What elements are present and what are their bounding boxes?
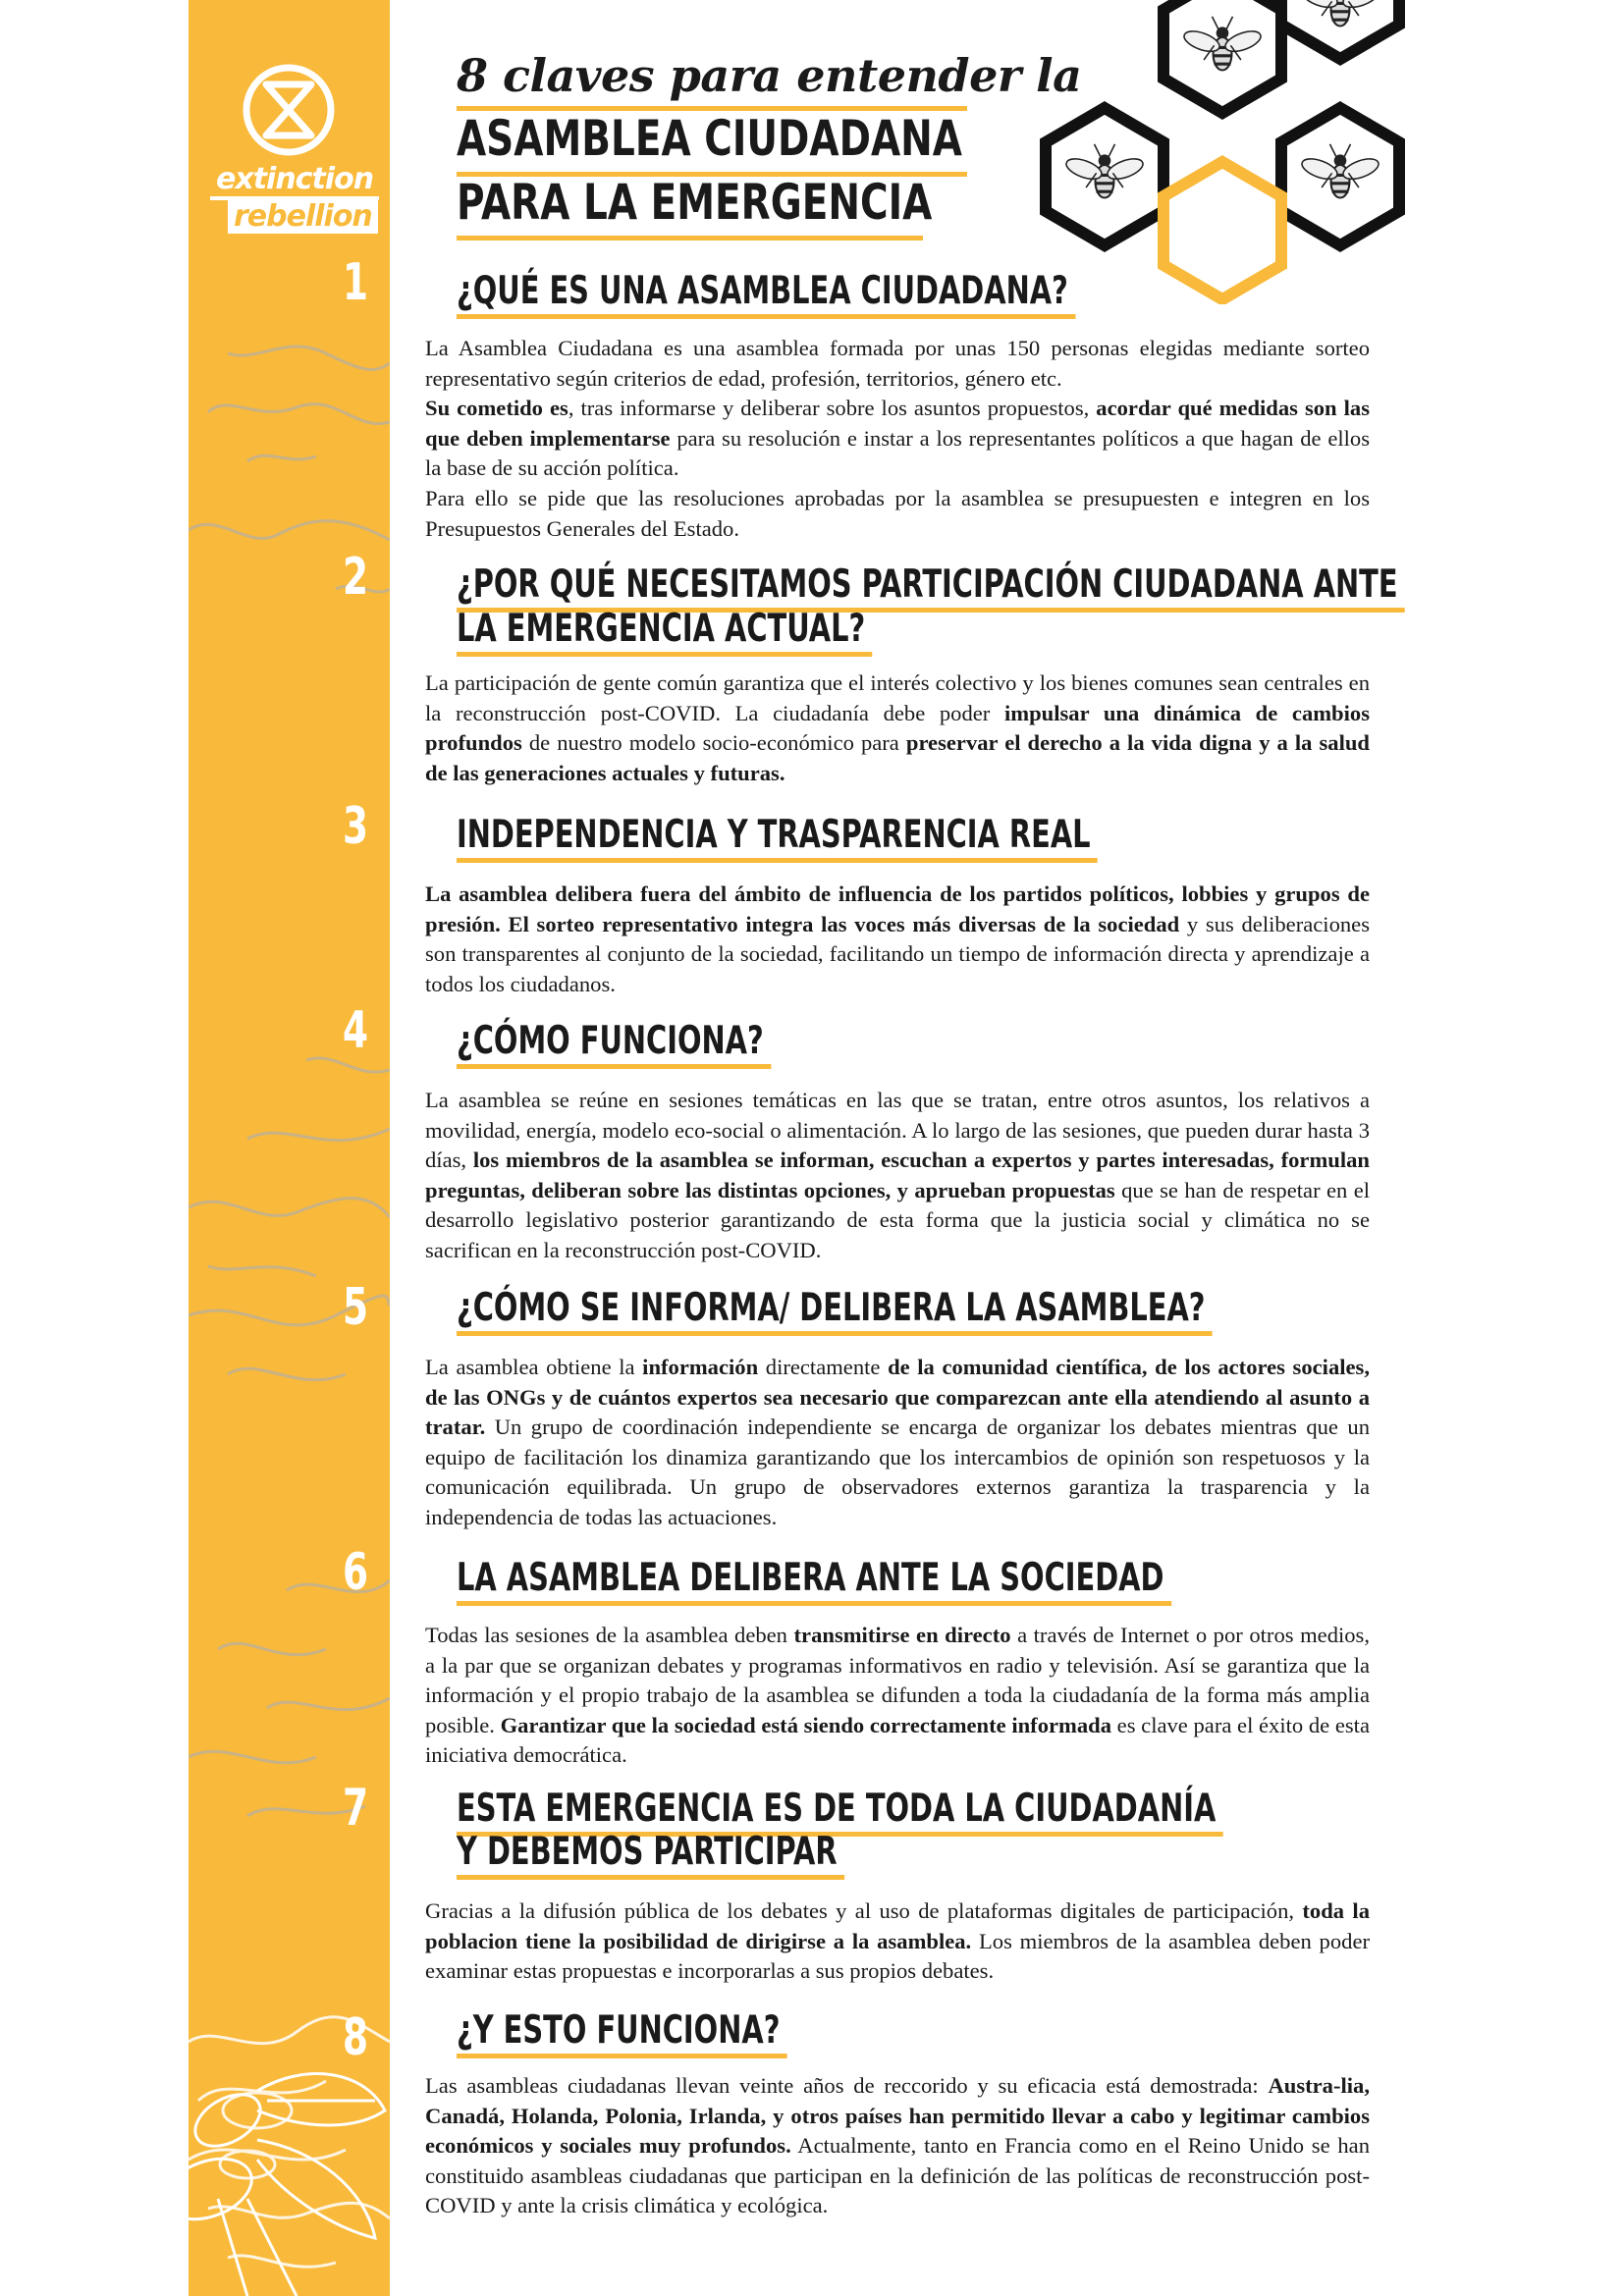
section-4-title-text: ¿CÓMO FUNCIONA?: [457, 1019, 771, 1069]
section-number-4: 4: [342, 1001, 369, 1060]
text-run: Un grupo de coordinación independiente se encarga de organizar los debates mientras que un equipo de facilitación los dinamiza garantizando que los intercambios de opinión son respetuosos y la comunicación equilibrada. Un grupo de observadores externos garantiza la trasparencia y la independencia de todas las actuaciones.: [425, 1415, 1370, 1529]
section-4-title: [457, 1019, 771, 1069]
paragraph: [425, 880, 1370, 999]
section-2-body: [425, 668, 1370, 788]
text-run: para su resolución e instar a los representantes políticos a que hagan de ellos la base de su acción política.: [425, 425, 1370, 481]
bold-text-run: La asamblea delibera fuera del ámbito de influencia de los partidos políticos, lobbies y grupos de presión. El sorteo representativo integra las voces más diversas de la sociedad: [425, 881, 1370, 936]
section-number-8: 8: [342, 2008, 369, 2067]
section-3-body: [425, 880, 1370, 999]
section-2-title-text-1: ¿POR QUÉ NECESITAMOS PARTICIPACIÓN CIUDADANA ANTE: [457, 562, 1405, 613]
bold-text-run: Austra-lia, Canadá, Holanda, Polonia, Irlanda, y otros países han permitido llevar a cabo y legitimar cambios económicos y sociales muy profundos.: [425, 2073, 1370, 2159]
section-7-title-text-1: ESTA EMERGENCIA ES DE TODA LA CIUDADANÍA: [457, 1787, 1223, 1837]
bold-text-run: toda la poblacion tiene la posibilidad de dirigirse a la asamblea.: [425, 1898, 1371, 1953]
header-title-line-2: PARA LA EMERGENCIA: [457, 174, 933, 231]
section-7-title-text-2: Y DEBEMOS PARTICIPAR: [457, 1830, 844, 1880]
section-5-title-text: ¿CÓMO SE INFORMA/ DELIBERA LA ASAMBLEA?: [457, 1286, 1213, 1336]
section-number-6: 6: [342, 1543, 369, 1602]
paragraph: [425, 1353, 1370, 1533]
section-6-title-text: LA ASAMBLEA DELIBERA ANTE LA SOCIEDAD: [457, 1556, 1171, 1606]
map-decoration: [189, 0, 390, 2296]
text-run: La participación de gente común garantiza que el interés colectivo y los bienes comunes sean centrales en la reconstrucción post-COVID. La ciudadanía debe poder: [425, 670, 1370, 725]
text-run: Gracias a la difusión pública de los debates y al uso de plataformas digitales de participación,: [425, 1898, 1303, 1923]
paragraph: [425, 1896, 1370, 1987]
bold-text-run: acordar qué medidas son las que deben implementarse: [425, 396, 1371, 451]
text-run: , tras informarse y deliberar sobre los asuntos propuestos,: [568, 396, 1097, 421]
paragraph: [425, 484, 1370, 544]
section-number-2: 2: [342, 548, 369, 607]
section-1-title: [457, 269, 1075, 319]
header-title-line-1: ASAMBLEA CIUDADANA: [457, 110, 962, 167]
paragraph: [425, 668, 1370, 788]
paragraph: [425, 2071, 1370, 2221]
text-run: y sus deliberaciones son transparentes al conjunto de la sociedad, facilitando un tiempo de información directa y aprendizaje a todos los ciudadanos.: [425, 911, 1370, 996]
bold-text-run: de la comunidad científica, de los actores sociales, de las ONGs y de cuántos expertos sea necesario que comparezcan ante ella atendiendo al asunto a tratar.: [425, 1355, 1370, 1440]
text-run: a través de Internet o por otros medios, a la par que se organizan debates y programas informativos en radio y televisión. Así se garantiza que la información y el propio trabajo de la asamblea se difunden a toda la ciudadanía de la forma más amplia posible.: [425, 1623, 1371, 1737]
bold-text-run: impulsar una dinámica de cambios profundos: [425, 700, 1370, 756]
section-number-3: 3: [342, 797, 369, 856]
bold-text-run: Su cometido es: [425, 396, 568, 421]
section-number-7: 7: [342, 1779, 369, 1838]
bee-illustration-icon: [189, 2002, 390, 2296]
section-2-title-text-2: LA EMERGENCIA ACTUAL?: [457, 607, 873, 657]
brand-wordmark: [210, 163, 377, 234]
section-7-body: [425, 1896, 1370, 1987]
text-run: La asamblea se reúne en sesiones temáticas en las que se tratan, entre otros asuntos, los relativos a movilidad, energía, modelo eco-social o alimentación. A lo largo de las sesiones, que pueden durar hasta 3 días,: [425, 1088, 1370, 1173]
section-8-title-text: ¿Y ESTO FUNCIONA?: [457, 2008, 787, 2058]
text-run: Los miembros de la asamblea deben poder examinar estas propuestas e incorporarlas a sus propios debates.: [425, 1928, 1370, 1984]
section-2-title-line-2: [457, 607, 873, 657]
section-2-title-line-1: [457, 562, 1405, 613]
text-run: de nuestro modelo socio-económico para: [521, 730, 906, 756]
brand-line-2: rebellion: [228, 200, 378, 234]
section-number-5: 5: [342, 1278, 369, 1337]
paragraph: [425, 394, 1370, 484]
section-3-title-text: INDEPENDENCIA Y TRASPARENCIA REAL: [457, 813, 1098, 863]
paragraph: [425, 1086, 1370, 1266]
section-7-title-line-2: [457, 1830, 844, 1880]
text-run: La Asamblea Ciudadana es una asamblea formada por unas 150 personas elegidas mediante sorteo representativo según criterios de edad, profesión, territorios, género etc.: [425, 336, 1370, 391]
section-3-title: [457, 813, 1098, 863]
hexagon-bees-illustration: [1021, 0, 1443, 304]
section-1-title-text: ¿QUÉ ES UNA ASAMBLEA CIUDADANA?: [457, 269, 1075, 319]
text-run: Las asambleas ciudadanas llevan veinte años de reccorido y su eficacia está demostrada:: [425, 2073, 1269, 2098]
text-run: directamente: [758, 1355, 889, 1379]
bold-text-run: Garantizar que la sociedad está siendo correctamente informada: [500, 1712, 1112, 1737]
text-run: Todas las sesiones de la asamblea deben: [425, 1623, 794, 1647]
header-subtitle: 8 claves para entender la: [457, 49, 1082, 102]
text-run: que se han de respetar en el desarrollo legislativo posterior garantizando de esta forma que la justicia social y climática no se sacrifican en la reconstrucción post-COVID.: [425, 1177, 1371, 1262]
section-8-title: [457, 2008, 787, 2058]
section-6-title: [457, 1556, 1171, 1606]
brand-line-1: extinction: [210, 163, 379, 200]
bold-text-run: los miembros de la asamblea se informan, escuchan a expertos y partes interesadas, formulan preguntas, deliberan sobre las distintas opciones, y aprueban propuestas: [425, 1148, 1370, 1202]
section-4-body: [425, 1086, 1370, 1266]
section-1-body: [425, 334, 1370, 544]
section-5-title: [457, 1286, 1213, 1336]
paragraph: [425, 1621, 1370, 1771]
section-5-body: [425, 1353, 1370, 1533]
bold-text-run: preservar el derecho a la vida digna y a la salud de las generaciones actuales y futuras.: [425, 730, 1370, 785]
header-title-underline-2: [457, 236, 923, 240]
extinction-rebellion-hourglass-icon: [240, 61, 338, 159]
text-run: La asamblea obtiene la: [425, 1355, 643, 1379]
section-number-1: 1: [342, 253, 369, 312]
paragraph: [425, 334, 1370, 394]
text-run: es clave para el éxito de esta iniciativa democrática.: [425, 1712, 1370, 1768]
section-6-body: [425, 1621, 1370, 1771]
section-8-body: [425, 2071, 1370, 2221]
bold-text-run: información: [642, 1355, 759, 1379]
sidebar: [189, 0, 390, 2296]
text-run: Para ello se pide que las resoluciones aprobadas por la asamblea se presupuesten e integren en los Presupuestos Generales del Estado.: [425, 485, 1370, 541]
hexagon-icon: [1163, 162, 1281, 299]
bold-text-run: transmitirse en directo: [793, 1623, 1011, 1647]
text-run: Actualmente, tanto en Francia como en el Reino Unido se han constituido asambleas ciudadanas que participan en la definición de las políticas de reconstrucción post-COVID y ante la crisis climática y ecológica.: [425, 2133, 1370, 2218]
